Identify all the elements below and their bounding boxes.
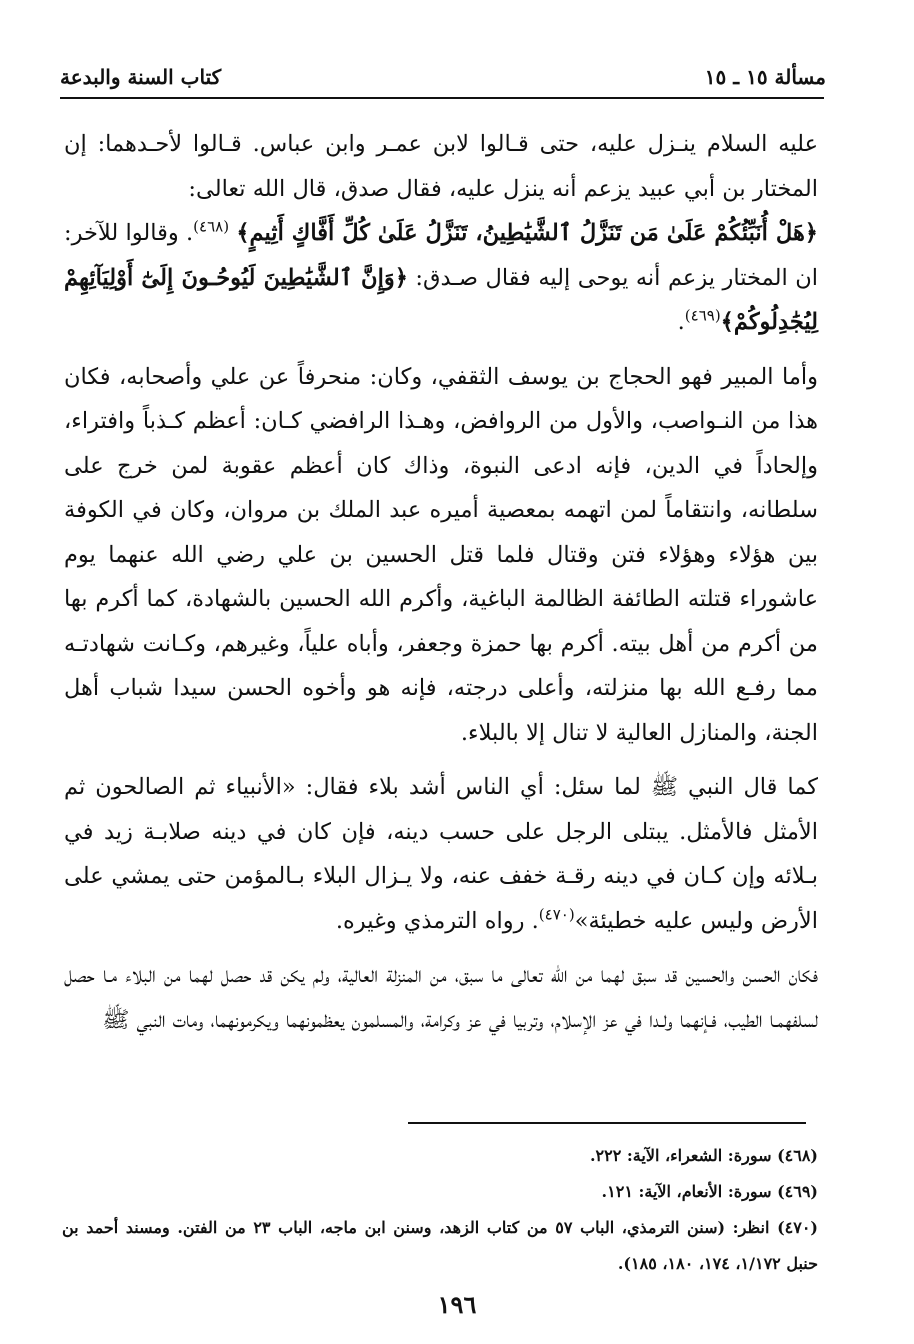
running-header [60, 62, 826, 92]
section-label: مسألة ١٥ ـ ١٥ [704, 65, 826, 89]
footnotes [62, 1138, 818, 1282]
footnote-469: (٤٦٩) سورة: الأنعام، الآية: ١٢١. [601, 1182, 818, 1201]
paragraph-3-end: . رواه الترمذي وغيره. [335, 907, 539, 934]
paragraph-2: وأما المبير فهو الحجاج بن يوسف الثقفي، وكان: منحرفاً عن علي وأصحابه، فكان هذا من النـواصب، والأول من الروافض، وهـذا الرافضي كـان: أعظم كـذباً وافتراء، وإلحاداً في الدين، فإنه ادعى النبوة، وذاك كان أعظم عقوبة لمن خرج على سلطانه، وانتقاماً لمن اتهمه بمعصية أميره عبد الملك بن مروان، وكان في الكوفة بين هؤلاء وهؤلاء فتن وقتال فلما قتل الحسين بن علي رضي الله عنهما يوم عاشوراء قتلته الطائفة الظالمة الباغية، وأكرم الله الحسين بالشهادة، كما أكرم بها من أكرم من أهل بيته. أكرم بها حمزة وجعفر، وأباه علياً، وغيرهم، وكـانت شهادتـه مما رفـع الله بها منزلته، وأعلى درجته، فإنه هو وأخوه الحسن سيدا شباب أهل الجنة، والمنازل العالية لا تنال إلا بالبلاء. [64, 363, 818, 746]
paragraph-3-hadith: كما قال النبي ﷺ لما سئل: أي الناس أشد بلاء فقال: «الأنبياء ثم الصالحون ثم الأمثل فالأمثل. يبتلى الرجل على حسب دينه، فإن كان في دينه صلابـة زيد في بـلائه وإن كـان في دينه رقـة خفف عنه، ولا يـزال البلاء بـالمؤمن حتى يمشي على الأرض وليس عليه خطيئة» [64, 774, 818, 934]
paragraph-4: فكان الحسن والحسين قد سبق لهما من الله تعالى ما سبق، من المنزلة العالية، ولم يكن قد حصل لهما من البلاء مـا حصل لسلفهمـا الطيب، فـإنهما ولـدا في عز الإسلام، وتربيا في عز وكرامة، والمسلمون يعظمونهما ويكرمونهما، ومات النبي ﷺ [64, 962, 818, 1033]
paragraph-3 [64, 765, 818, 943]
book-title: كتاب السنة والبدعة [60, 65, 222, 89]
main-text [64, 122, 818, 1042]
footnote-ref-468[interactable]: (٤٦٨) [193, 217, 230, 236]
paragraph-1-end: . [677, 309, 685, 335]
paragraph-1-intro: عليه السلام ينـزل عليه، حتى قـالوا لابن عمـر وابن عباس. قـالوا لأحـدهما: إن المختار بن أبي عبيد يزعم أنه ينزل عليه، فقال صدق، قال الله تعالى: [64, 131, 818, 202]
paragraph-1 [64, 122, 818, 345]
quran-verse-1: ﴿هَلْ أُنَبِّئُكُمْ عَلَىٰ مَن تَنَزَّلُ ٱلشَّيَٰطِينُ، تَنَزَّلُ عَلَىٰ كُلِّ أَفَّاكٍ أَثِيمٍ﴾ [236, 220, 818, 246]
footnote-468: (٤٦٨) سورة: الشعراء، الآية: ٢٢٢. [589, 1146, 818, 1165]
quran-verse-2: ﴿وَإِنَّ ٱلشَّيَٰطِينَ لَيُوحُـونَ إِلَىٰٓ أَوْلِيَآئِهِمْ لِيُجَٰدِلُوكُمْ﴾ [64, 264, 818, 335]
page-number: ١٩٦ [437, 1290, 477, 1319]
footnote-divider [408, 1122, 806, 1124]
footnote-470: (٤٧٠) انظر: (سنن الترمذي، الباب ٥٧ من كتاب الزهد، وسنن ابن ماجه، الباب ٢٣ من الفتن. ومسند أحمد بن حنبل ١/١٧٢، ١٧٤، ١٨٠، ١٨٥). [62, 1218, 818, 1273]
paragraph-1-middle: . وقالوا للآخر: ان المختار يزعم أنه يوحى إليه فقال صـدق: [64, 220, 818, 291]
footnote-ref-470[interactable]: (٤٧٠) [538, 905, 575, 923]
header-divider [60, 97, 824, 99]
footnote-ref-469[interactable]: (٤٦٩) [684, 306, 721, 325]
